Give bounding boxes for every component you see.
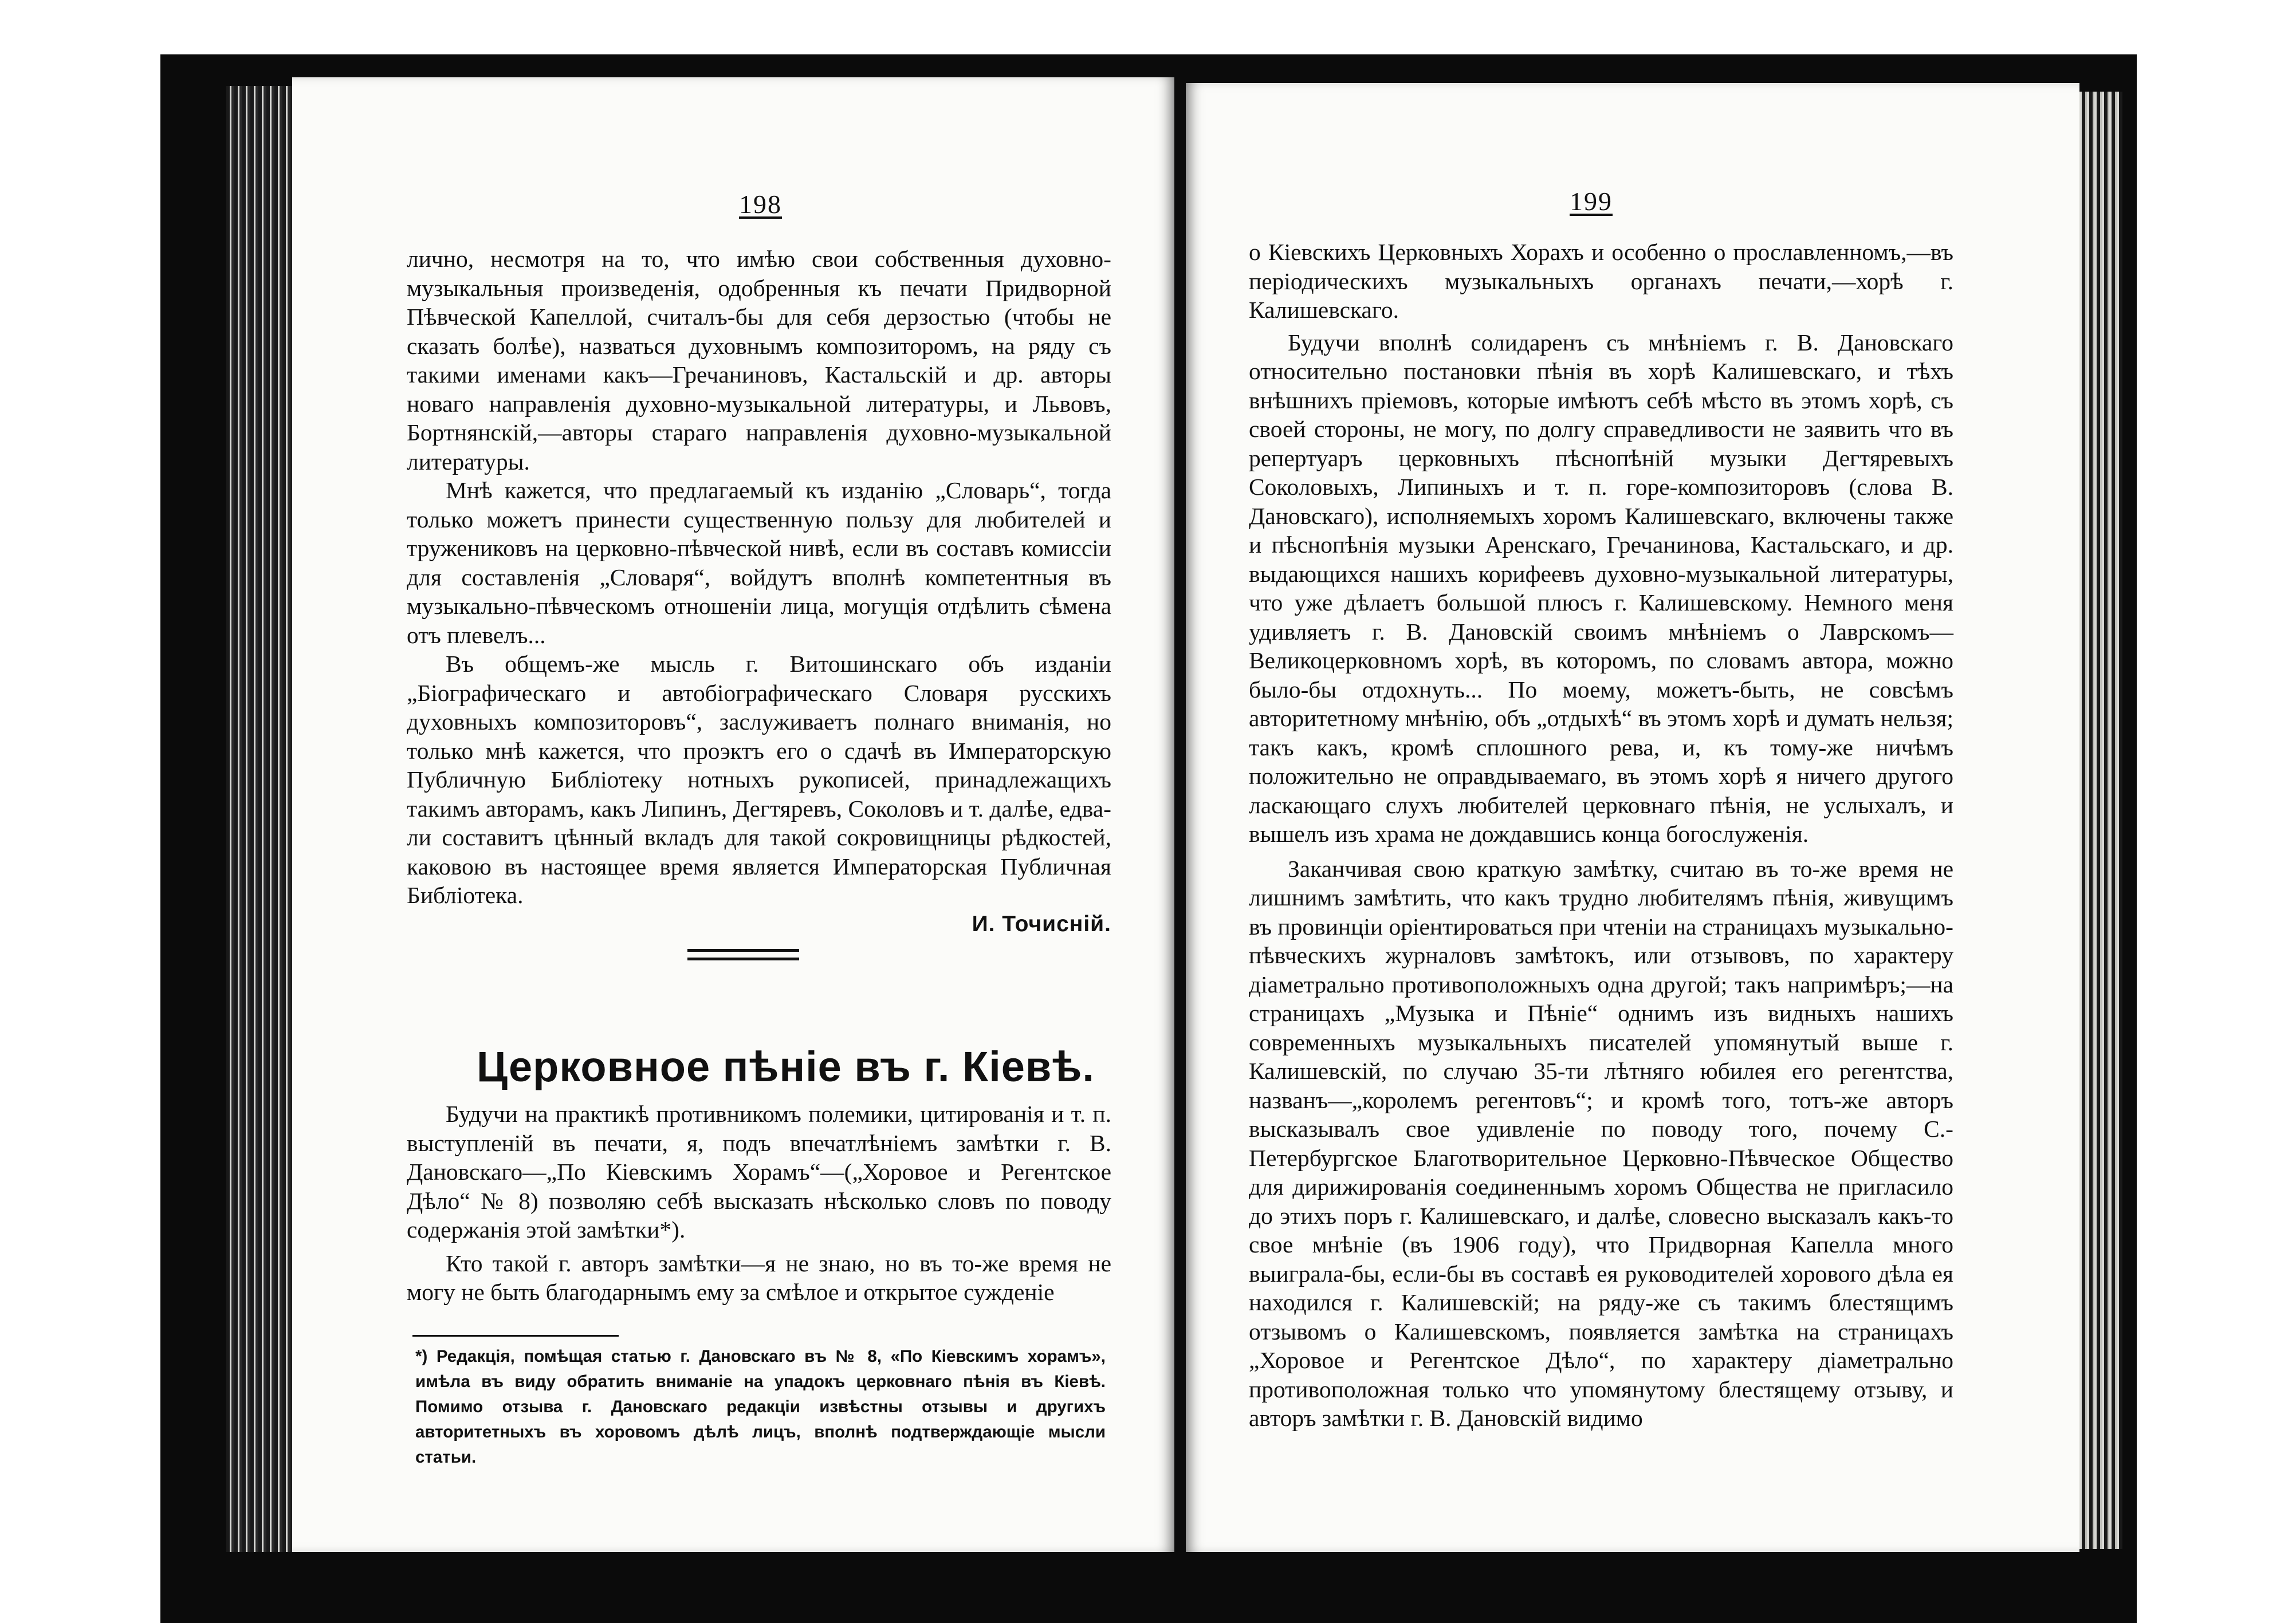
page-number: 198 bbox=[739, 190, 782, 219]
signature-row bbox=[407, 910, 1111, 939]
paragraph: Мнѣ кажется, что предлагаемый къ изданію „Словарь“, тогда только можетъ принести существенную пользу для любителей и тружениковъ на церковно-пѣвческой нивѣ, если въ составъ комиссіи для составленія „Словаря“, войдутъ вполнѣ компетентныя въ музыкально-пѣвческомъ отношеніи лица, могущія отдѣлить сѣмена отъ плевелъ... bbox=[407, 477, 1111, 648]
article-title: Церковное пѣніе въ г. Кіевѣ. bbox=[477, 1043, 1095, 1090]
page-left bbox=[292, 77, 1174, 1552]
paragraph: Будучи вполнѣ солидаренъ съ мнѣніемъ г. В. Дановскаго относительно постановки пѣнія въ хорѣ Калишевскаго, и тѣхъ внѣшнихъ пріемовъ, которые имѣютъ себѣ мѣсто въ этомъ хорѣ, съ своей стороны, не могу, по долгу справедливости не заявить что въ репертуаръ церковныхъ пѣснопѣній музыки Дегтяревыхъ Соколовыхъ, Липиныхъ и т. п. горе-композиторовъ (слова В. Дановскаго), исполняемыхъ хоромъ Калишевскаго, включены также и пѣснопѣнія музыки Аренскаго, Гречанинова, Кастальскаго, и др. выдающихся нашихъ корифеевъ духовно-музыкальной литературы, что уже дѣлаетъ большой плюсъ г. Калишевскому. Немного меня удивляетъ г. В. Дановскій своимъ мнѣніемъ о Лаврскомъ—Великоцерковномъ хорѣ, въ которомъ, по словамъ автора, можно было-бы отдохнуть... По моему, можетъ-быть, не совсѣмъ авторитетному мнѣнію, объ „отдыхѣ“ въ этомъ хорѣ и думать нельзя; такъ какъ, кромѣ сплошного рева, и, къ тому-же ничѣмъ положительно не оправдываемаго, въ этомъ хорѣ я ничего другого ласкающаго слухъ любителей церковнаго пѣнія, не услыхалъ, и вышелъ изъ храма не дождавшись конца богослуженія. bbox=[1249, 329, 1953, 847]
paragraph: о Кіевскихъ Церковныхъ Хорахъ и особенно о прославленномъ,—въ періодическихъ музыкальныхъ органахъ печати,—хорѣ г. Калишевскаго. bbox=[1249, 239, 1953, 323]
page-right bbox=[1186, 83, 2079, 1552]
page-number: 199 bbox=[1570, 187, 1613, 216]
paragraph: Заканчивая свою краткую замѣтку, считаю въ то-же время не лишнимъ замѣтить, что какъ трудно любителямъ пѣнія, живущимъ въ провинціи оріентироваться при чтеніи на страницахъ музыкально-пѣвческихъ журналовъ замѣтокъ, или отзывовъ, по характеру діаметрально противоположныхъ одна другой; такъ напримѣръ;—на страницахъ „Музыка и Пѣніе“ однимъ изъ видныхъ нашихъ современныхъ музыкальныхъ писателей упомянутый выше г. Калишевскій, по случаю 35-ти лѣтняго юбилея его регентства, названъ—„королемъ регентовъ“; и кромѣ того, тотъ-же авторъ высказывалъ свое удивленіе по поводу того, почему С.-Петербургское Благотворительное Церковно-Пѣвческое Общество для дирижированія соединеннымъ хоромъ Общества не пригласило до этихъ поръ г. Калишевскаго, и далѣе, словесно высказалъ какъ-то свое мнѣніе (въ 1906 году), что Придворная Капелла много выиграла-бы, если-бы въ составѣ ея руководителей хорового дѣла ея находился г. Калишевскій; на ряду-же съ такимъ блестящимъ отзывомъ о Калишевскомъ, появляется замѣтка на страницахъ „Хоровое и Регентское Дѣло“, по характеру діаметрально противоположная только что упомянутому блестящему отзыву, и авторъ замѣтки г. В. Дановскій видимо bbox=[1249, 855, 1953, 1431]
paragraph: Кто такой г. авторъ замѣтки—я не знаю, но въ то-же время не могу не быть благодарнымъ ему за смѣлое и открытое сужденіе bbox=[407, 1250, 1111, 1305]
paragraph: лично, несмотря на то, что имѣю свои собственныя духовно-музыкальныя произведенія, одобренныя къ печати Придворной Пѣвческой Капеллой, считалъ-бы для себя дерзостью (чтобы не сказать болѣе), назваться духовнымъ композиторомъ, на ряду съ такими именами какъ—Гречаниновъ, Кастальскій и др. авторы новаго направленія духовно-музыкальной литературы, и Львовъ, Бортнянскій,—авторы стараго направленія духовно-музыкальной литературы. bbox=[407, 246, 1111, 475]
right-body bbox=[1249, 238, 1953, 1433]
book-edge-right bbox=[2079, 92, 2122, 1549]
signature: И. Точисній. bbox=[972, 911, 1111, 936]
footnote: *) Редакція, помѣщая статью г. Дановскаго въ № 8, «По Кіевскимъ хорамъ», имѣла въ виду обратить вниманіе на упадокъ церковнаго пѣнія въ Кіевѣ. Помимо отзыва г. Дановскаго редакціи извѣстны отзывы и другихъ авторитетныхъ въ хоровомъ дѣлѣ лицъ, вполнѣ подтверждающіе мысли статьи. bbox=[415, 1347, 1106, 1467]
book-edge-left bbox=[226, 86, 292, 1552]
article-body bbox=[407, 1100, 1111, 1307]
section-divider bbox=[687, 949, 799, 952]
paragraph: Въ общемъ-же мысль г. Витошинскаго объ изданіи „Біографическаго и автобіографическаго Словаря русскихъ духовныхъ композиторовъ“, заслуживаетъ полнаго вниманія, но только мнѣ кажется, что проэктъ его о сдачѣ въ Императорскую Публичную Библіотеку нотныхъ рукописей, принадлежащихъ такимъ авторамъ, какъ Липинъ, Дегтяревъ, Соколовъ и т. далѣе, едва-ли составитъ цѣнный вкладъ для такой сокровищницы рѣдкостей, каковою въ настоящее время является Императорская Публичная Библіотека. bbox=[407, 651, 1111, 908]
footnote-rule bbox=[412, 1335, 619, 1337]
left-body bbox=[407, 245, 1111, 939]
paragraph: Будучи на практикѣ противникомъ полемики, цитированія и т. п. выступленій въ печати, я, подъ впечатлѣніемъ замѣтки г. В. Дановскаго—„По Кіевскимъ Хорамъ“—(„Хоровое и Регентское Дѣло“ № 8) позволяю себѣ высказать нѣсколько словъ по поводу содержанія этой замѣтки*). bbox=[407, 1101, 1111, 1243]
